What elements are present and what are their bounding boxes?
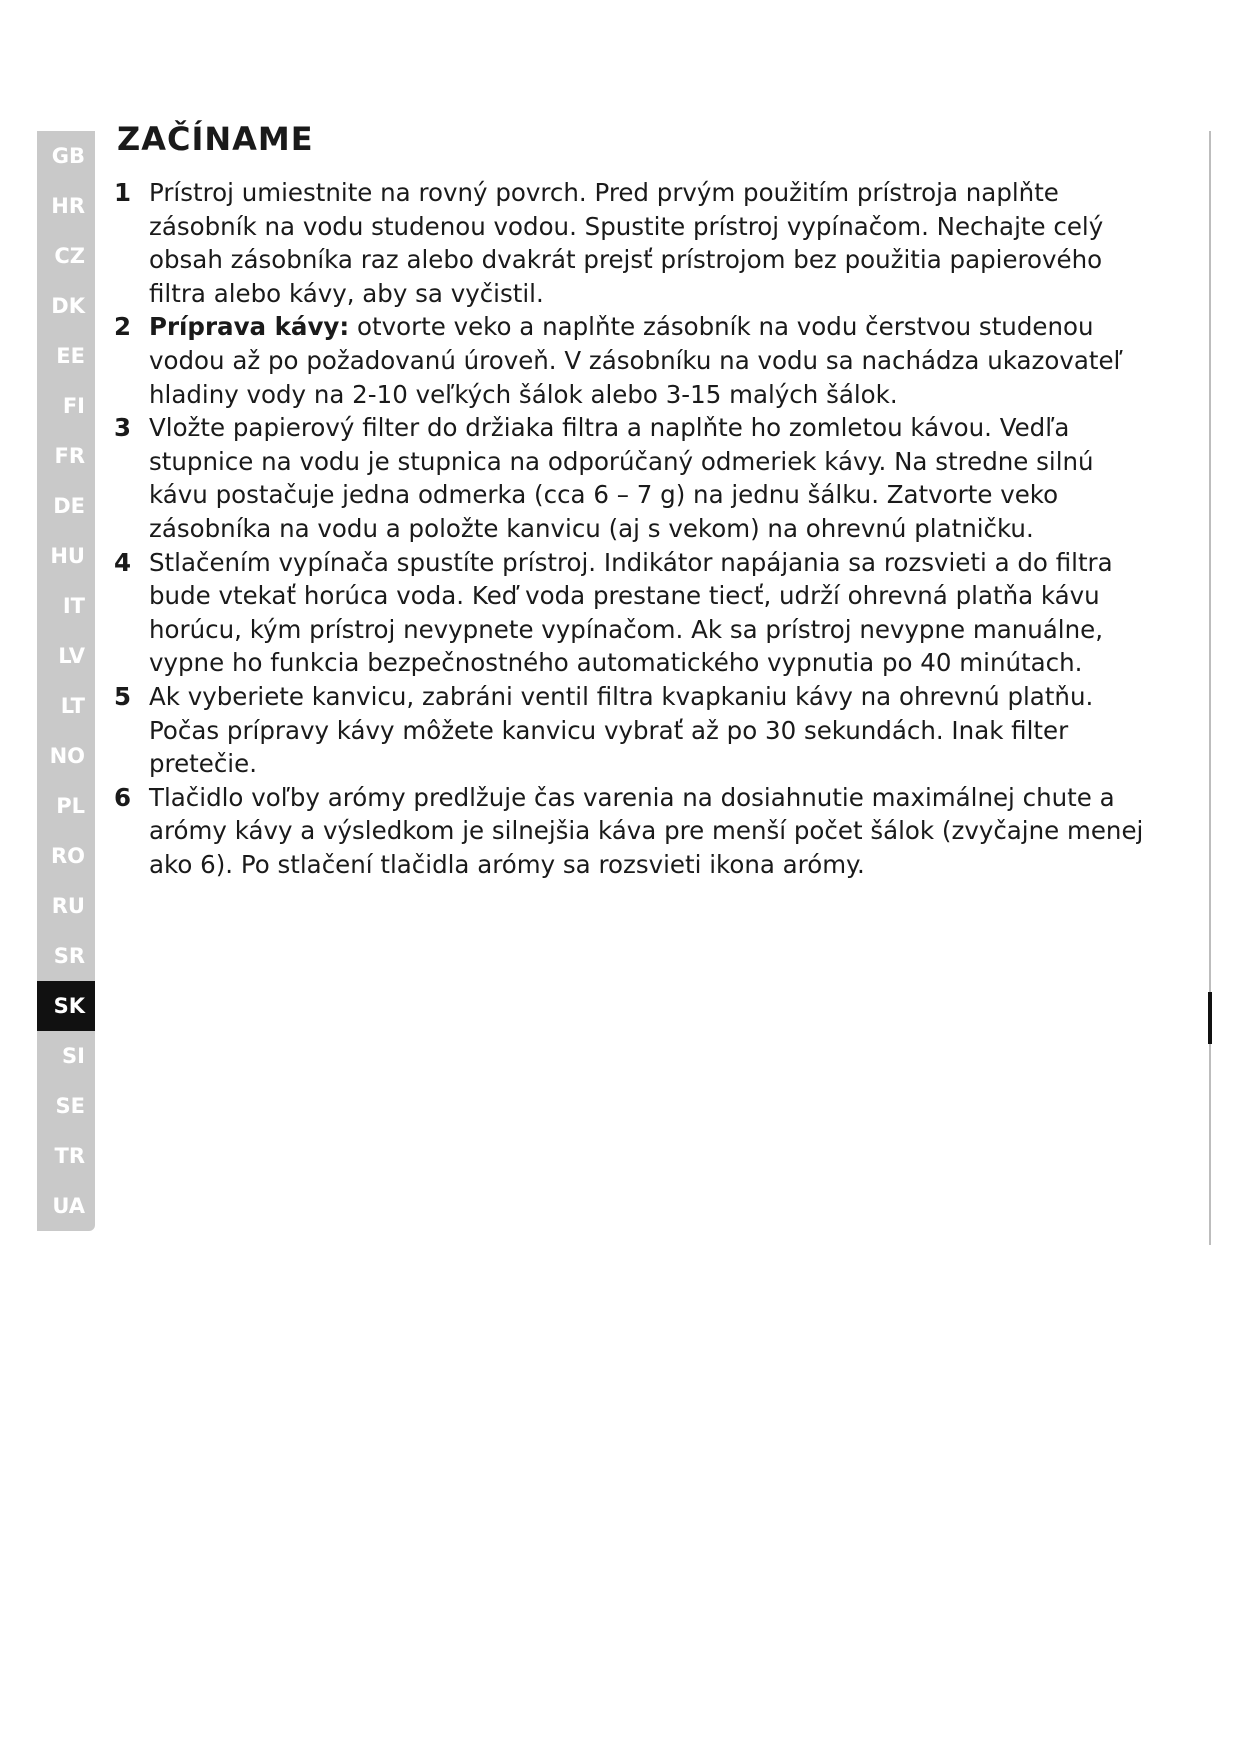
language-tab-de[interactable]: DE xyxy=(53,494,85,518)
step-heading: Príprava kávy: xyxy=(149,312,350,342)
language-tab-ro[interactable]: RO xyxy=(50,844,85,868)
language-tab-dk[interactable]: DK xyxy=(51,294,85,318)
step-item xyxy=(114,546,1154,680)
language-tab-ee[interactable]: EE xyxy=(56,344,85,368)
language-tab-se[interactable]: SE xyxy=(55,1094,85,1118)
step-number: 3 xyxy=(114,413,132,443)
step-text: Stlačením vypínača spustíte prístroj. Indikátor napájania sa rozsvieti a do filtra bude vtekať horúca voda. Keď voda prestane tiecť, udrží ohrevná platňa kávu horúcu, kým prístroj nevypnete vypínačom. Ak sa prístroj nevypne manuálne, vypne ho funkcia bezpečnostného automatického vypnutia po 40 minútach. xyxy=(149,547,1113,678)
language-tab-lv[interactable]: LV xyxy=(58,644,85,668)
step-number: 2 xyxy=(114,312,132,342)
step-number: 4 xyxy=(114,547,132,577)
language-tab-fi[interactable]: FI xyxy=(62,394,85,418)
language-tab-gb[interactable]: GB xyxy=(51,144,85,168)
step-item xyxy=(114,176,1154,310)
active-section-marker xyxy=(1208,992,1212,1044)
step-item xyxy=(114,781,1154,882)
step-item xyxy=(114,411,1154,545)
language-tab-sr[interactable]: SR xyxy=(53,944,85,968)
language-tab-pl[interactable]: PL xyxy=(56,794,85,818)
step-text: Tlačidlo voľby arómy predlžuje čas varenia na dosiahnutie maximálnej chute a arómy kávy a výsledkom je silnejšia káva pre menší počet šálok (zvyčajne menej ako 6). Po stlačení tlačidla arómy sa rozsvieti ikona arómy. xyxy=(149,782,1144,879)
page-title: ZAČÍNAME xyxy=(117,120,314,158)
step-item xyxy=(114,310,1154,411)
step-number: 1 xyxy=(114,178,132,207)
language-sidebar xyxy=(37,131,95,1231)
page-edge-rule xyxy=(1209,131,1211,1245)
step-number: 6 xyxy=(114,782,132,812)
language-tab-no[interactable]: NO xyxy=(49,744,85,768)
language-tab-hu[interactable]: HU xyxy=(50,544,85,568)
page-content xyxy=(114,120,1154,881)
step-text: Ak vyberiete kanvicu, zabráni ventil filtra kvapkaniu kávy na ohrevnú platňu. Počas prípravy kávy môžete kanvicu vybrať až po 30 sekundách. Inak filter pretečie. xyxy=(149,681,1094,779)
step-text: otvorte veko a naplňte zásobník na vodu čerstvou studenou vodou až po požadovanú úroveň. V zásobníku na vodu sa nachádza ukazovateľ hladiny vody na 2-10 veľkých šálok alebo 3-15 malých šálok. xyxy=(149,312,1123,409)
step-item xyxy=(114,680,1154,781)
language-tab-si[interactable]: SI xyxy=(62,1044,85,1068)
language-tab-cz[interactable]: CZ xyxy=(54,244,85,268)
language-tab-ua[interactable]: UA xyxy=(52,1194,85,1218)
instruction-steps xyxy=(114,176,1154,881)
step-text: Vložte papierový filter do držiaka filtra a naplňte ho zomletou kávou. Vedľa stupnice na vodu je stupnica na odporúčaný odmeriek kávy. Na stredne silnú kávu postačuje jedna odmerka (cca 6 – 7 g) na jednu šálku. Zatvorte veko zásobníka na vodu a položte kanvicu (aj s vekom) na ohrevnú platničku. xyxy=(149,413,1094,543)
language-tab-tr[interactable]: TR xyxy=(54,1144,85,1168)
language-tab-ru[interactable]: RU xyxy=(51,894,85,918)
step-number: 5 xyxy=(114,681,132,711)
language-tab-sk[interactable]: SK xyxy=(37,981,95,1031)
language-tab-lt[interactable]: LT xyxy=(60,694,85,718)
language-tab-hr[interactable]: HR xyxy=(51,194,85,218)
language-tab-it[interactable]: IT xyxy=(62,594,85,618)
language-tab-fr[interactable]: FR xyxy=(54,444,85,468)
step-text: Prístroj umiestnite na rovný povrch. Pred prvým použitím prístroja naplňte zásobník na vodu studenou vodou. Spustite prístroj vypínačom. Nechajte celý obsah zásobníka raz alebo dvakrát prejsť prístrojom bez použitia papierového filtra alebo kávy, aby sa vyčistil. xyxy=(149,178,1104,308)
